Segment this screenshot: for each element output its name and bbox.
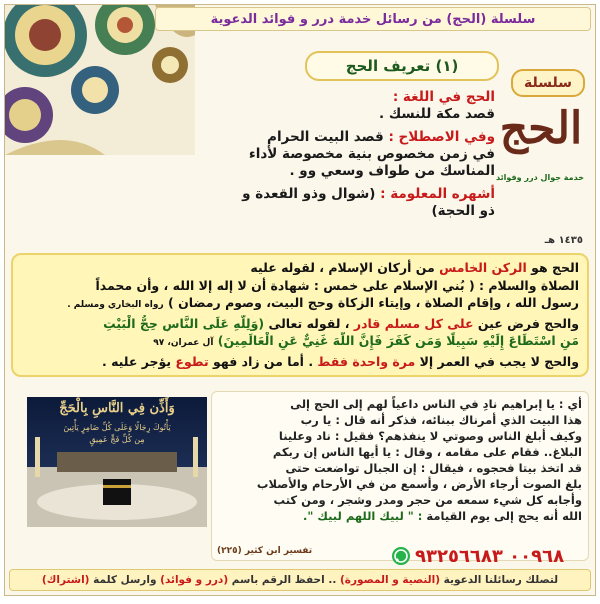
tafsir-source: تفسير ابن كثير (٢٢٥) <box>217 546 313 556</box>
main-text: والحج فرض عين <box>477 315 579 331</box>
main-text: رسول الله ، وإقام الصلاة ، وإيتاء الزكاة وحج البيت، وصوم رمضان ) <box>168 295 579 310</box>
main-highlight: على كل مسلم قادر <box>353 315 474 331</box>
whatsapp-icon <box>391 546 411 566</box>
series-big-title: الحج <box>499 103 583 154</box>
hajj-pillar-box <box>11 253 589 377</box>
main-text: الصلاة والسلام : ( بُني الإسلام على خمس : شهادة أن لا إله إلا الله ، وأن محمداً <box>95 277 579 293</box>
istilah-text-3: المناسك من طواف وسعي وو . <box>289 163 495 179</box>
quran-verse: مَنِ اسْتَطَاعَ إِلَيْهِ سَبِيلًا وَمَن كَفَرَ فَإِنَّ اللَّهَ غَنِيٌّ عَنِ الْعَالَمِينَ) <box>217 333 579 348</box>
footer-text: لتصلك رسائلنا الدعوية <box>443 574 559 586</box>
months-text-2: ذو الحجة) <box>431 203 495 219</box>
main-highlight: الركن الخامس <box>439 260 527 275</box>
kaaba-image <box>27 397 207 527</box>
main-text: . أما من زاد فهو <box>213 353 314 369</box>
definition-title <box>305 51 499 81</box>
message-card <box>4 4 596 596</box>
contact-phone <box>391 545 564 567</box>
main-highlight: تطوع <box>175 353 209 369</box>
months-label: أشهره المعلومة : <box>380 186 495 202</box>
footer-highlight: (اشتراك) <box>41 574 90 586</box>
footer-text: .. احفظ الرقم باسم <box>231 574 337 586</box>
series-subtitle: خدمة جوال درر وفوائد <box>496 173 584 182</box>
tafsir-box <box>211 391 589 561</box>
istilah-text-2: في زمن مخصوص بنية مخصوصة لأداء <box>248 146 495 162</box>
tafsir-line: وكيف أبلغ الناس وصوتي لا ينفذهم؟ فقيل : ناد وعلينا <box>278 429 582 443</box>
main-highlight: مرة واحدة فقط <box>317 353 416 369</box>
photo-verse-3: مِن كُلِّ فَجٍّ عَمِيقٍ <box>89 435 145 444</box>
definition-title-text: (١) تعريف الحج <box>345 57 459 75</box>
footer-highlight: (النصية و المصورة) <box>339 574 441 586</box>
subscribe-footer <box>9 569 591 591</box>
tafsir-line: وأجابه كل شيء سمعه من حجر ومدر وشجر ، ومن كتب <box>273 493 582 507</box>
footer-text: وارسل كلمة <box>93 574 157 586</box>
definition-text <box>185 89 495 239</box>
series-year: ١٤٣٥ هـ <box>544 235 583 246</box>
months-text-1: (شوال وذو القعدة و <box>242 186 376 202</box>
main-text: الحج هو <box>531 260 579 275</box>
istilah-label: وفي الاصطلاح : <box>388 129 495 145</box>
kaaba-photo <box>27 397 207 527</box>
photo-verse-2: يَأْتُوكَ رِجَالًا وَعَلَى كُلِّ ضَامِرٍ يَأْتِينَ <box>63 423 171 432</box>
tafsir-line: البلاغ.. فقام على مقامه ، وقال : يا أيها الناس إن ربكم <box>272 445 582 459</box>
footer-highlight: (درر و فوائد) <box>160 574 229 586</box>
tafsir-line: قد اتخذ بيتا فحجوه ، فيقال : إن الجبال تواضعت حتى <box>285 461 582 475</box>
series-header <box>155 7 591 31</box>
main-text: من أركان الإسلام ، لقوله عليه <box>250 260 435 275</box>
hadith-source: رواه البخاري ومسلم . <box>67 300 164 310</box>
header-text: سلسلة (الحج) من رسائل خدمة درر و فوائد الدعوية <box>210 11 536 27</box>
lugha-label: الحج في اللغة : <box>392 89 495 105</box>
main-text: ، لقوله تعالى <box>268 315 350 331</box>
tafsir-line: هذا البيت الذي أمرناك ببنائه، فذكر أنه قال : يا رب <box>300 413 582 427</box>
photo-verse-1: وَأَذِّن فِي النَّاسِ بِالْحَجِّ <box>59 401 175 416</box>
main-text: والحج لا يجب في العمر إلا <box>419 353 579 369</box>
series-title-block <box>494 65 589 255</box>
quran-verse: (وَلِلَّهِ عَلَى النَّاسِ حِجُّ الْبَيْتِ <box>103 315 265 331</box>
phone-number[interactable]: ٠٠٩٦٨ ٩٣٢٥٦٦٨٣ <box>415 545 565 567</box>
main-text: يؤجر عليه . <box>101 353 172 369</box>
verse-reference: آل عمران، ٩٧ <box>153 338 214 348</box>
istilah-text-1: قصد البيت الحرام <box>267 129 384 145</box>
tafsir-line: أي : يا إبراهيم نادِ في الناس داعياً لهم إلى الحج إلى <box>290 397 582 411</box>
talbiya-text: : " لبيك اللهم لبيك ". <box>303 509 423 523</box>
tafsir-line: بلغ الصوت أرجاء الأرض ، وأسمع من في الأرحام والأصلاب <box>256 477 582 491</box>
tafsir-line: الله أنه يحج إلى يوم القيامة <box>426 509 582 523</box>
lugha-text: قصد مكة للنسك . <box>379 106 495 122</box>
series-label: سلسلة <box>511 69 585 97</box>
